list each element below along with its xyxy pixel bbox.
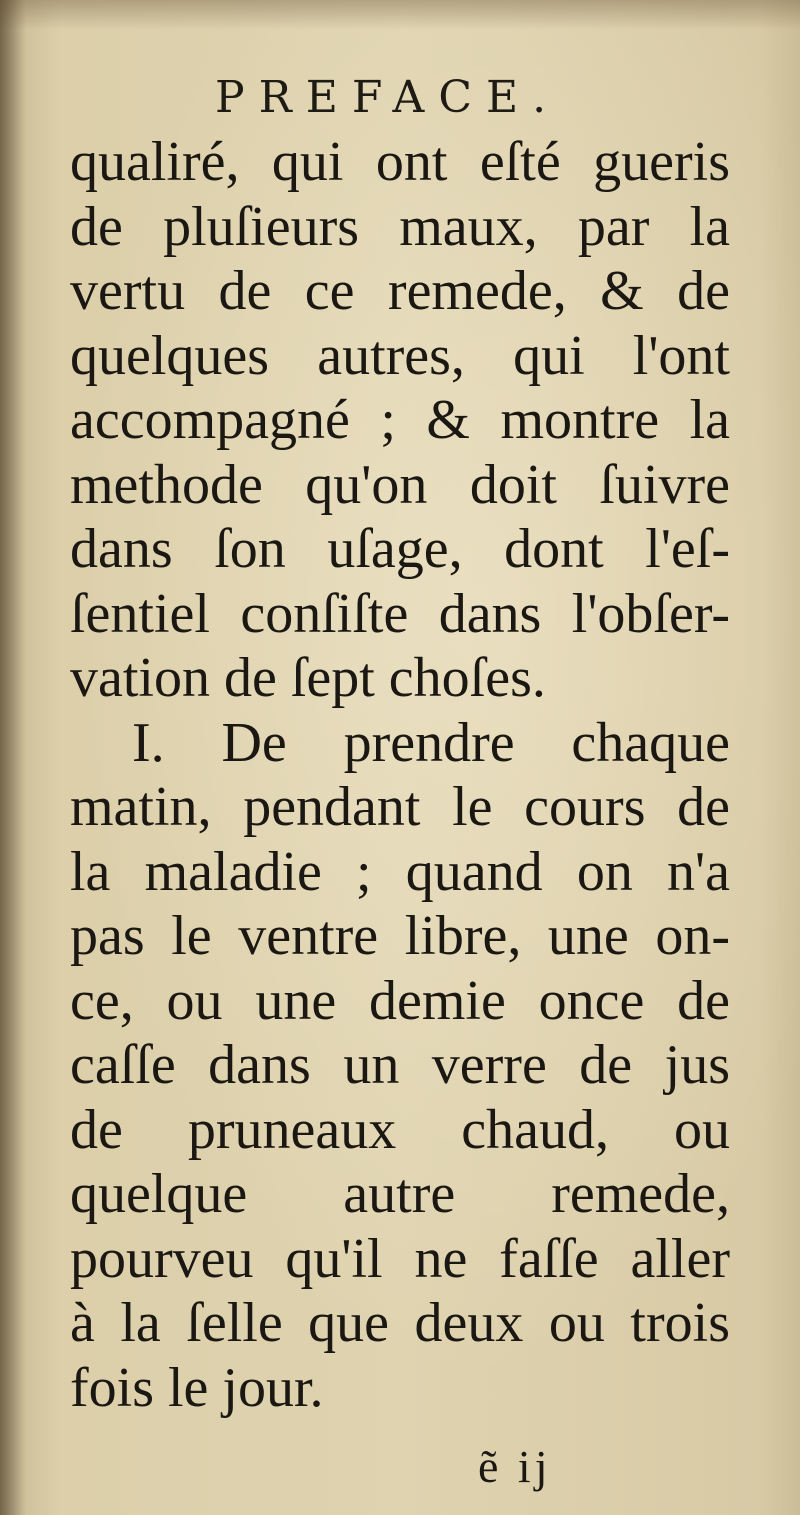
text-line: de pruneaux chaud, ou [70, 1098, 730, 1161]
text-line: ce, ou une demie once de [70, 969, 730, 1032]
text-line: pas le ventre libre, une on- [70, 905, 730, 967]
text-line: qualiré, qui ont eſté gueris [70, 131, 730, 193]
text-line: quelque autre remede, [70, 1163, 730, 1225]
text-line: quelques autres, qui l'ont [70, 324, 730, 387]
text-line: fois le jour. [70, 1356, 324, 1419]
text-line-paragraph-start: I. De prendre chaque [132, 711, 730, 774]
signature-mark: ẽ ij [478, 1441, 552, 1492]
text-line: à la ſelle que deux ou trois [70, 1292, 730, 1354]
text-line: methode qu'on doit ſuivre [70, 453, 730, 516]
text-line: vertu de ce remede, & de [70, 260, 730, 322]
text-line: dans ſon uſage, dont l'eſ- [70, 518, 730, 580]
text-line: la maladie ; quand on n'a [70, 840, 730, 903]
text-line: pourveu qu'il ne faſſe aller [70, 1227, 730, 1290]
text-line: ſentiel conſiſte dans l'obſer- [70, 582, 730, 645]
text-line: de pluſieurs maux, par la [70, 195, 730, 258]
text-line: matin, pendant le cours de [70, 776, 730, 838]
running-title: PREFACE. [215, 72, 561, 123]
text-line: caſſe dans un verre de jus [70, 1034, 730, 1096]
text-line: vation de ſept choſes. [70, 647, 546, 709]
text-line: accompagné ; & montre la [70, 389, 730, 451]
page-text [70, 130, 730, 1420]
